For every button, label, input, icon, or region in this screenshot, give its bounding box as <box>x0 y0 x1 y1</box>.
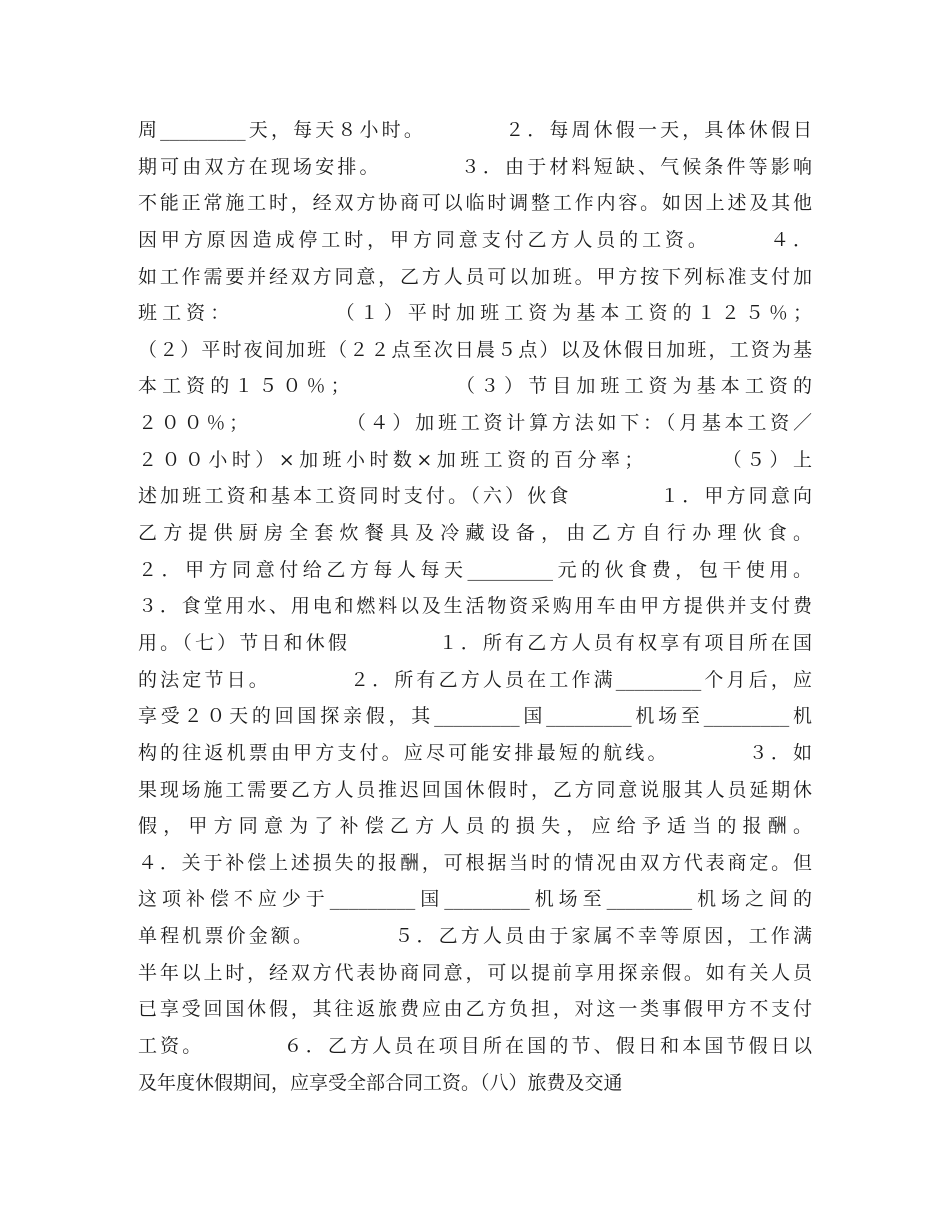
text-line-14: ３．食堂用水、用电和燃料以及生活物资采购用车由甲方提供并支付费 <box>138 595 812 618</box>
text-line-15: 用。（七）节日和休假 １．所有乙方人员有权享有项目所在国 <box>138 631 812 654</box>
text-line-19: 果现场施工需要乙方人员推迟回国休假时，乙方同意说服其人员延期休 <box>138 778 812 801</box>
text-line-17: 享受２０天的回国探亲假，其_________国_________机场至_________机 <box>138 705 812 728</box>
text-line-25: 已享受回国休假，其往返旅费应由乙方负担，对这一类事假甲方不支付 <box>138 998 812 1021</box>
text-line-6: 班工资： （１）平时加班工资为基本工资的１２５％； <box>138 302 812 325</box>
text-line-3: 不能正常施工时，经双方协商可以临时调整工作内容。如因上述及其他 <box>138 192 812 215</box>
text-line-1: 周_________天，每天８小时。 ２．每周休假一天，具体休假日 <box>138 119 812 141</box>
text-line-23: 单程机票价金额。 ５．乙方人员由于家属不幸等原因，工作满 <box>138 925 812 948</box>
text-line-21: ４．关于补偿上述损失的报酬，可根据当时的情况由双方代表商定。但 <box>138 851 812 874</box>
text-line-8: 本工资的１５０％； （３）节目加班工资为基本工资的 <box>138 375 812 398</box>
text-line-13: ２．甲方同意付给乙方每人每天_________元的伙食费，包干使用。 <box>138 558 812 581</box>
text-line-20: 假，甲方同意为了补偿乙方人员的损失，应给予适当的报酬。 <box>138 815 812 838</box>
text-line-24: 半年以上时，经双方代表协商同意，可以提前享用探亲假。如有关人员 <box>138 961 812 984</box>
text-line-12: 乙方提供厨房全套炊餐具及冷藏设备，由乙方自行办理伙食。 <box>138 522 812 545</box>
text-line-22: 这项补偿不应少于_________国_________机场至_________机场之间的 <box>138 888 812 911</box>
text-line-11: 述加班工资和基本工资同时支付。（六）伙食 １．甲方同意向 <box>138 485 812 508</box>
text-line-7: （２）平时夜间加班（２２点至次日晨５点）以及休假日加班，工资为基 <box>138 338 812 361</box>
text-line-4: 因甲方原因造成停工时，甲方同意支付乙方人员的工资。 ４． <box>138 228 812 251</box>
contract-text-block <box>138 112 812 1101</box>
text-line-18: 构的往返机票由甲方支付。应尽可能安排最短的航线。 ３．如 <box>138 741 812 764</box>
text-line-9: ２００％； （４）加班工资计算方法如下：（月基本工资／ <box>138 412 812 435</box>
text-line-5: 如工作需要并经双方同意，乙方人员可以加班。甲方按下列标准支付加 <box>138 265 812 288</box>
text-line-10: ２００小时）×加班小时数×加班工资的百分率； （５）上 <box>138 448 812 471</box>
text-line-26: 工资。 ６．乙方人员在项目所在国的节、假日和本国节假日以 <box>138 1035 812 1058</box>
text-line-27: 及年度休假期间，应享受全部合同工资。（八）旅费及交通 <box>138 1071 623 1094</box>
text-line-2: 期可由双方在现场安排。 ３．由于材料短缺、气候条件等影响 <box>138 155 812 178</box>
text-line-16: 的法定节日。 ２．所有乙方人员在工作满_________个月后，应 <box>138 668 812 691</box>
